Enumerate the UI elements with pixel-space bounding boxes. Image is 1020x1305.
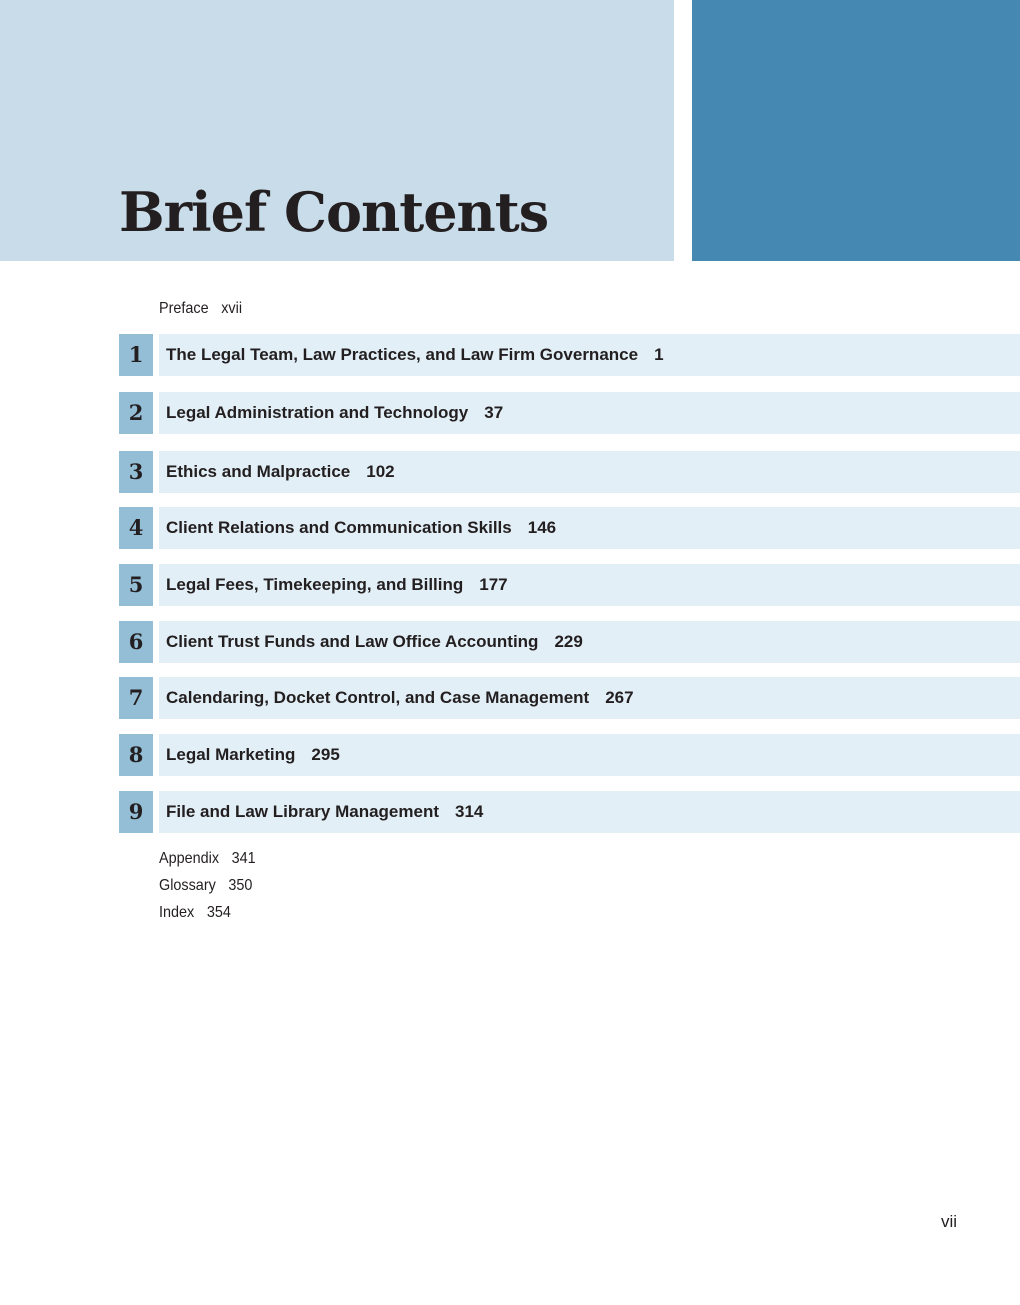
- chapter-row-6[interactable]: [119, 621, 1020, 663]
- chapter-entry: [166, 451, 395, 493]
- chapter-entry: [166, 677, 634, 719]
- chapter-title: Calendaring, Docket Control, and Case Management: [166, 688, 590, 707]
- chapter-title: Client Trust Funds and Law Office Accounting: [166, 632, 539, 651]
- chapter-row-9[interactable]: [119, 791, 1020, 833]
- chapter-number: 2: [119, 392, 153, 434]
- chapter-number: 9: [119, 791, 153, 833]
- chapter-entry: [166, 621, 583, 663]
- back-matter-glossary[interactable]: [159, 876, 252, 896]
- chapter-row-8[interactable]: [119, 734, 1020, 776]
- entry-page: xvii: [221, 300, 243, 317]
- chapter-row-5[interactable]: [119, 564, 1020, 606]
- chapter-page: 37: [484, 403, 504, 422]
- chapter-page: 267: [605, 688, 634, 707]
- chapter-number: 4: [119, 507, 153, 549]
- page-folio: vii: [941, 1212, 958, 1231]
- chapter-entry: [166, 791, 483, 833]
- back-matter-appendix[interactable]: [159, 849, 256, 869]
- entry-label: Glossary: [159, 877, 216, 894]
- chapter-page: 314: [455, 802, 484, 821]
- entry-page: 354: [206, 904, 231, 921]
- chapter-title: Legal Fees, Timekeeping, and Billing: [166, 575, 464, 594]
- entry-page: 341: [231, 850, 256, 867]
- chapter-page: 229: [554, 632, 583, 651]
- back-matter-index[interactable]: [159, 903, 231, 923]
- page-title: Brief Contents: [119, 180, 549, 244]
- chapter-row-1[interactable]: [119, 334, 1020, 376]
- chapter-entry: [166, 392, 503, 434]
- chapter-number: 6: [119, 621, 153, 663]
- front-matter-preface[interactable]: [159, 299, 242, 319]
- chapter-page: 177: [479, 575, 508, 594]
- chapter-number: 5: [119, 564, 153, 606]
- chapter-number: 7: [119, 677, 153, 719]
- entry-label: Preface: [159, 300, 209, 317]
- chapter-title: File and Law Library Management: [166, 802, 440, 821]
- chapter-row-7[interactable]: [119, 677, 1020, 719]
- chapter-page: 1: [654, 345, 664, 364]
- chapter-title: Legal Administration and Technology: [166, 403, 469, 422]
- chapter-number: 3: [119, 451, 153, 493]
- chapter-page: 102: [366, 462, 395, 481]
- chapter-number: 1: [119, 334, 153, 376]
- chapter-row-2[interactable]: [119, 392, 1020, 434]
- chapter-entry: [166, 734, 340, 776]
- entry-label: Appendix: [159, 850, 220, 867]
- chapter-title: The Legal Team, Law Practices, and Law Firm Governance: [166, 345, 639, 364]
- chapter-page: 146: [527, 518, 557, 537]
- chapter-entry: [166, 564, 508, 606]
- chapter-entry: [166, 334, 664, 376]
- chapter-entry: [166, 507, 556, 549]
- chapter-number: 8: [119, 734, 153, 776]
- entry-page: 350: [228, 877, 253, 894]
- chapter-title: Legal Marketing: [166, 745, 296, 764]
- chapter-title: Client Relations and Communication Skills: [166, 518, 512, 537]
- header-dark-block: [692, 0, 1020, 261]
- chapter-title: Ethics and Malpractice: [166, 462, 351, 481]
- chapter-row-3[interactable]: [119, 451, 1020, 493]
- chapter-row-4[interactable]: [119, 507, 1020, 549]
- chapter-page: 295: [311, 745, 340, 764]
- entry-label: Index: [159, 904, 195, 921]
